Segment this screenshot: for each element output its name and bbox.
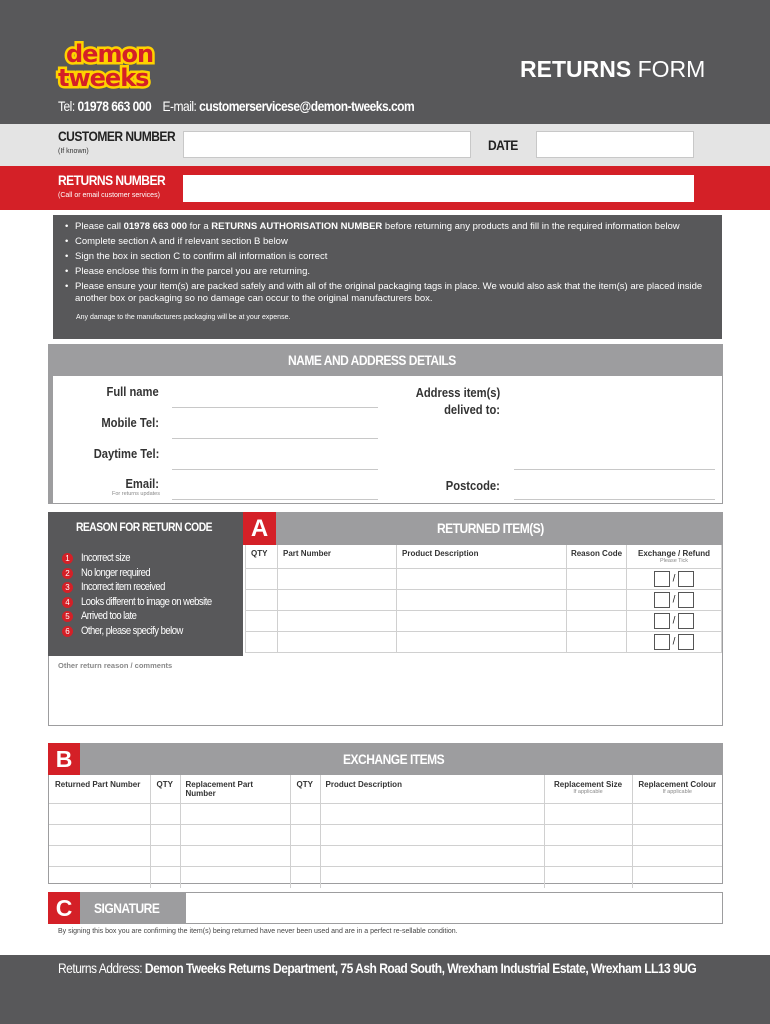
table-row: / <box>246 589 722 610</box>
col-replacement-size: Replacement Size If applicable <box>544 775 632 804</box>
returns-number-hint: (Call or email customer services) <box>58 192 160 199</box>
logo-line2: tweeks <box>58 64 149 92</box>
table-row <box>49 846 722 867</box>
reason-list <box>62 552 233 640</box>
full-name-label: Full name <box>106 384 159 399</box>
title-bold: RETURNS <box>520 56 632 82</box>
instruction-4: • Please enclose this form in the parcel you are returning. <box>53 266 722 278</box>
returns-address-label: Returns Address: <box>58 960 145 976</box>
reason-item: 3 Incorrect item received <box>62 581 233 596</box>
table-row: / <box>246 568 722 589</box>
refund-checkbox[interactable] <box>678 592 694 608</box>
postcode-input[interactable] <box>514 484 715 500</box>
returned-items-heading: RETURNED ITEM(S) <box>276 512 723 545</box>
reason-item: 5 Arrived too late <box>62 610 233 625</box>
section-b-marker: B <box>48 743 80 775</box>
signature-heading: SIGNATURE <box>80 892 185 924</box>
instructions-panel <box>53 215 722 339</box>
refund-checkbox[interactable] <box>678 613 694 629</box>
exchange-checkbox[interactable] <box>654 592 670 608</box>
instruction-2: • Complete section A and if relevant section B below <box>53 236 722 248</box>
customer-number-hint: (If known) <box>58 148 89 155</box>
returns-number-label: RETURNS NUMBER <box>58 172 166 188</box>
mobile-label: Mobile Tel: <box>101 415 159 430</box>
reason-code-panel <box>48 512 243 656</box>
tel-label: Tel: <box>58 98 75 114</box>
reason-item: 4 Looks different to image on website <box>62 596 233 611</box>
returns-address-value: Demon Tweeks Returns Department, 75 Ash Road South, Wrexham Industrial Estate, Wrexham LL13 9UG <box>144 960 697 976</box>
col-product-description: Product Description <box>397 545 567 568</box>
email-label: E-mail: <box>162 98 197 114</box>
contact-line <box>58 98 414 114</box>
date-label: DATE <box>488 137 518 153</box>
col-qty-b: QTY <box>150 775 180 804</box>
section-a-marker: A <box>243 512 276 545</box>
title-light: FORM <box>637 56 706 82</box>
customer-number-field[interactable] <box>183 131 471 158</box>
mobile-input[interactable] <box>172 423 378 439</box>
returns-number-field[interactable] <box>183 175 694 202</box>
table-row <box>49 825 722 846</box>
full-name-input[interactable] <box>172 392 378 408</box>
page-title <box>520 56 705 83</box>
col-product-description-b: Product Description <box>320 775 544 804</box>
reason-item: 2 No longer required <box>62 567 233 582</box>
col-part-number: Part Number <box>278 545 397 568</box>
email-value: customerservicese@demon-tweeks.com <box>199 98 415 114</box>
tel-value: 01978 663 000 <box>77 98 152 114</box>
refund-checkbox[interactable] <box>678 634 694 650</box>
exchange-checkbox[interactable] <box>654 634 670 650</box>
col-replacement-colour: Replacement Colour If applicable <box>632 775 722 804</box>
address-label-2: delived to: <box>444 402 500 417</box>
daytime-label: Daytime Tel: <box>93 446 159 461</box>
instruction-3: • Sign the box in section C to confirm all information is correct <box>53 251 722 263</box>
date-field[interactable] <box>536 131 694 158</box>
table-row: / <box>246 631 722 652</box>
section-c-marker: C <box>48 892 80 924</box>
col-returned-part: Returned Part Number <box>49 775 150 804</box>
customer-number-label: CUSTOMER NUMBER <box>58 128 176 144</box>
instruction-note: Any damage to the manufacturers packaging will be at your expense. <box>76 314 291 321</box>
instruction-1: • Please call 01978 663 000 for a RETURNS AUTHORISATION NUMBER before returning any products and fill in the required information below <box>53 221 722 233</box>
email-hint: For returns updates <box>112 491 160 497</box>
other-reason-label: Other return reason / comments <box>58 661 173 670</box>
postcode-label: Postcode: <box>445 478 500 493</box>
email-input[interactable] <box>172 484 378 500</box>
name-address-accent <box>48 376 53 504</box>
signature-note: By signing this box you are confirming the item(s) being returned have never been used and are in a perfect re-sellable condition. <box>58 928 458 935</box>
instruction-5: • Please ensure your item(s) are packed safely and with all of the original packaging tags in place. We would also ask that the item(s) are placed inside another box or packaging so no damage can occur to the original manufacturers box. <box>53 281 722 305</box>
col-exchange-refund: Exchange / Refund Please Tick <box>627 545 722 568</box>
col-qty: QTY <box>246 545 278 568</box>
address-label-1: Address item(s) <box>415 385 500 400</box>
daytime-input[interactable] <box>172 454 378 470</box>
reason-item: 1 Incorrect size <box>62 552 233 567</box>
table-row: / <box>246 610 722 631</box>
signature-field[interactable] <box>185 892 723 924</box>
name-address-heading: NAME AND ADDRESS DETAILS <box>48 344 723 376</box>
refund-checkbox[interactable] <box>678 571 694 587</box>
other-reason-input[interactable] <box>54 672 717 722</box>
table-row <box>49 867 722 888</box>
returned-items-table <box>245 545 722 653</box>
col-replacement-part: Replacement Part Number <box>180 775 290 804</box>
exchange-checkbox[interactable] <box>654 613 670 629</box>
email-label: Email: <box>125 476 159 491</box>
exchange-items-table <box>49 775 722 888</box>
col-reason-code: Reason Code <box>567 545 627 568</box>
demon-tweeks-logo <box>50 40 202 97</box>
reason-heading: REASON FOR RETURN CODE <box>76 520 213 534</box>
reason-item: 6 Other, please specify below <box>62 625 233 640</box>
exchange-items-heading: EXCHANGE ITEMS <box>80 743 723 775</box>
returns-address <box>58 960 696 976</box>
col-qty-b2: QTY <box>290 775 320 804</box>
logo-line1: demon <box>66 40 154 68</box>
table-row <box>49 804 722 825</box>
exchange-checkbox[interactable] <box>654 571 670 587</box>
address-input[interactable] <box>514 420 715 470</box>
